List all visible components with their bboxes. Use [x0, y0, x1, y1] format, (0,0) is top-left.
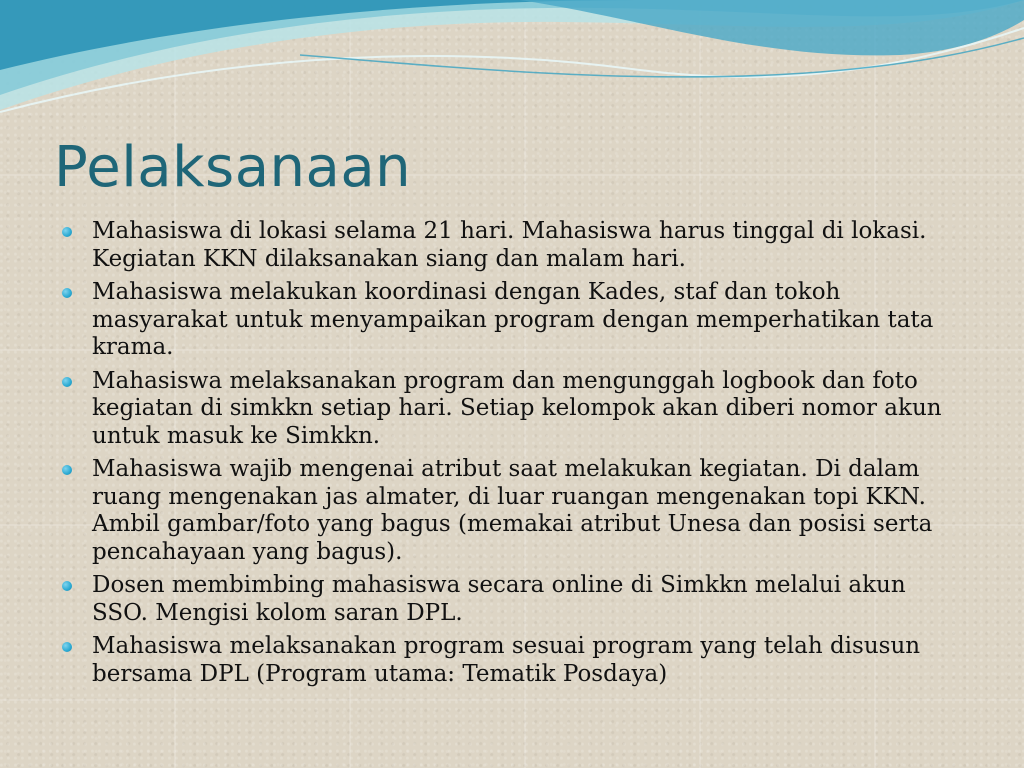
bullet-dot-icon — [62, 642, 72, 652]
bullet-list — [62, 218, 967, 694]
slide-title: Pelaksanaan — [54, 135, 412, 200]
wave-right-accent — [520, 0, 1024, 55]
bullet-dot-icon — [62, 227, 72, 237]
bullet-text: Mahasiswa melaksanakan program sesuai program yang telah disusun bersama DPL (Program utama: Tematik Posdaya) — [92, 633, 921, 687]
bullet-item — [62, 633, 967, 688]
bullet-text: Mahasiswa melaksanakan program dan mengunggah logbook dan foto kegiatan di simkkn setiap hari. Setiap kelompok akan diberi nomor akun untuk masuk ke Simkkn. — [92, 367, 942, 449]
bullet-dot-icon — [62, 288, 72, 298]
bullet-item — [62, 368, 967, 451]
bullet-text: Mahasiswa melakukan koordinasi dengan Kades, staf dan tokoh masyarakat untuk menyampaikan program dengan memperhatikan tata krama. — [92, 279, 934, 360]
bullet-item — [62, 218, 967, 273]
bullet-text: Mahasiswa wajib mengenai atribut saat melakukan kegiatan. Di dalam ruang mengenakan jas almater, di luar ruangan mengenakan topi KKN. Ambil gambar/foto yang bagus (memakai atribut Unesa dan posisi serta pencahayaan yang bagus). — [92, 456, 933, 565]
bullet-item — [62, 456, 967, 566]
bullet-text: Mahasiswa di lokasi selama 21 hari. Mahasiswa harus tinggal di lokasi. Kegiatan KKN dilaksanakan siang dan malam hari. — [92, 218, 927, 272]
bullet-text: Dosen membimbing mahasiswa secara online di Simkkn melalui akun SSO. Mengisi kolom saran DPL. — [92, 572, 906, 626]
bullet-dot-icon — [62, 377, 72, 387]
bullet-item — [62, 279, 967, 362]
bullet-item — [62, 572, 967, 627]
header-wave-decoration — [0, 0, 1024, 120]
bullet-dot-icon — [62, 465, 72, 475]
bullet-dot-icon — [62, 581, 72, 591]
